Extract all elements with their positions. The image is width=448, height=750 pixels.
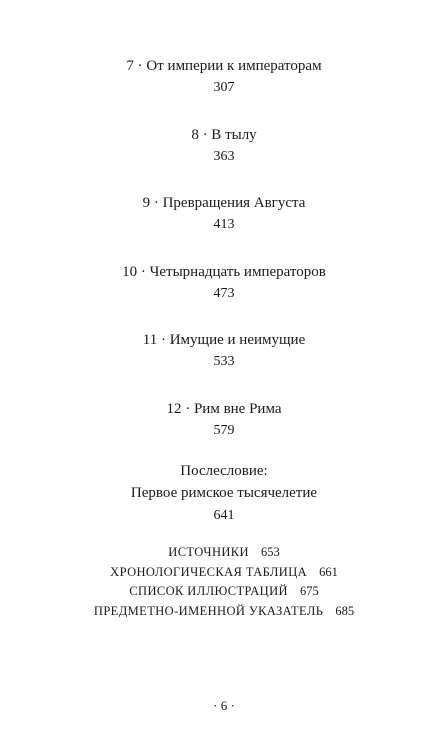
appendix-list <box>0 543 448 621</box>
afterword-page-number: 641 <box>213 508 235 523</box>
chapter-list <box>0 56 448 467</box>
chapter-title: 10 · Четырнадцать императоров <box>122 263 326 280</box>
afterword-entry <box>0 460 448 526</box>
chapter-entry-7 <box>0 56 448 125</box>
appendix-page-number: 653 <box>260 545 280 559</box>
chapter-title: 9 · Превращения Августа <box>142 195 306 211</box>
appendix-label: ПРЕДМЕТНО-ИМЕННОЙ УКАЗАТЕЛЬ <box>93 603 324 618</box>
chapter-page-number: 473 <box>213 285 235 301</box>
chapter-entry-11 <box>0 330 448 399</box>
chapter-entry-12 <box>0 399 448 468</box>
appendix-page-number: 675 <box>299 584 319 598</box>
afterword-label: Послесловие: <box>180 463 268 479</box>
appendix-entry-chronology <box>0 563 448 583</box>
afterword-title: Первое римское тысячелетие <box>130 485 318 501</box>
chapter-entry-10 <box>0 262 448 331</box>
appendix-entry-illustrations <box>0 582 448 602</box>
chapter-entry-9 <box>0 193 448 262</box>
chapter-title: 8 · В тылу <box>191 126 257 143</box>
appendix-label: СПИСОК ИЛЛЮСТРАЦИЙ <box>129 584 288 598</box>
appendix-label: ХРОНОЛОГИЧЕСКАЯ ТАБЛИЦА <box>110 564 308 579</box>
chapter-title: 7 · От империи к императорам <box>126 58 322 74</box>
chapter-page-number: 413 <box>213 217 235 232</box>
chapter-title: 12 · Рим вне Рима <box>166 400 282 417</box>
appendix-page-number: 661 <box>319 564 338 579</box>
appendix-label: ИСТОЧНИКИ <box>168 545 249 559</box>
chapter-page-number: 307 <box>213 80 235 95</box>
appendix-entry-index <box>0 602 448 622</box>
chapter-title: 11 · Имущие и неимущие <box>142 332 306 348</box>
appendix-page-number: 685 <box>335 603 355 618</box>
chapter-page-number: 363 <box>213 148 235 164</box>
appendix-entry-sources <box>0 543 448 563</box>
chapter-page-number: 579 <box>213 422 235 438</box>
chapter-page-number: 533 <box>213 354 235 369</box>
chapter-entry-8 <box>0 125 448 194</box>
page-number: · 6 · <box>213 698 235 713</box>
